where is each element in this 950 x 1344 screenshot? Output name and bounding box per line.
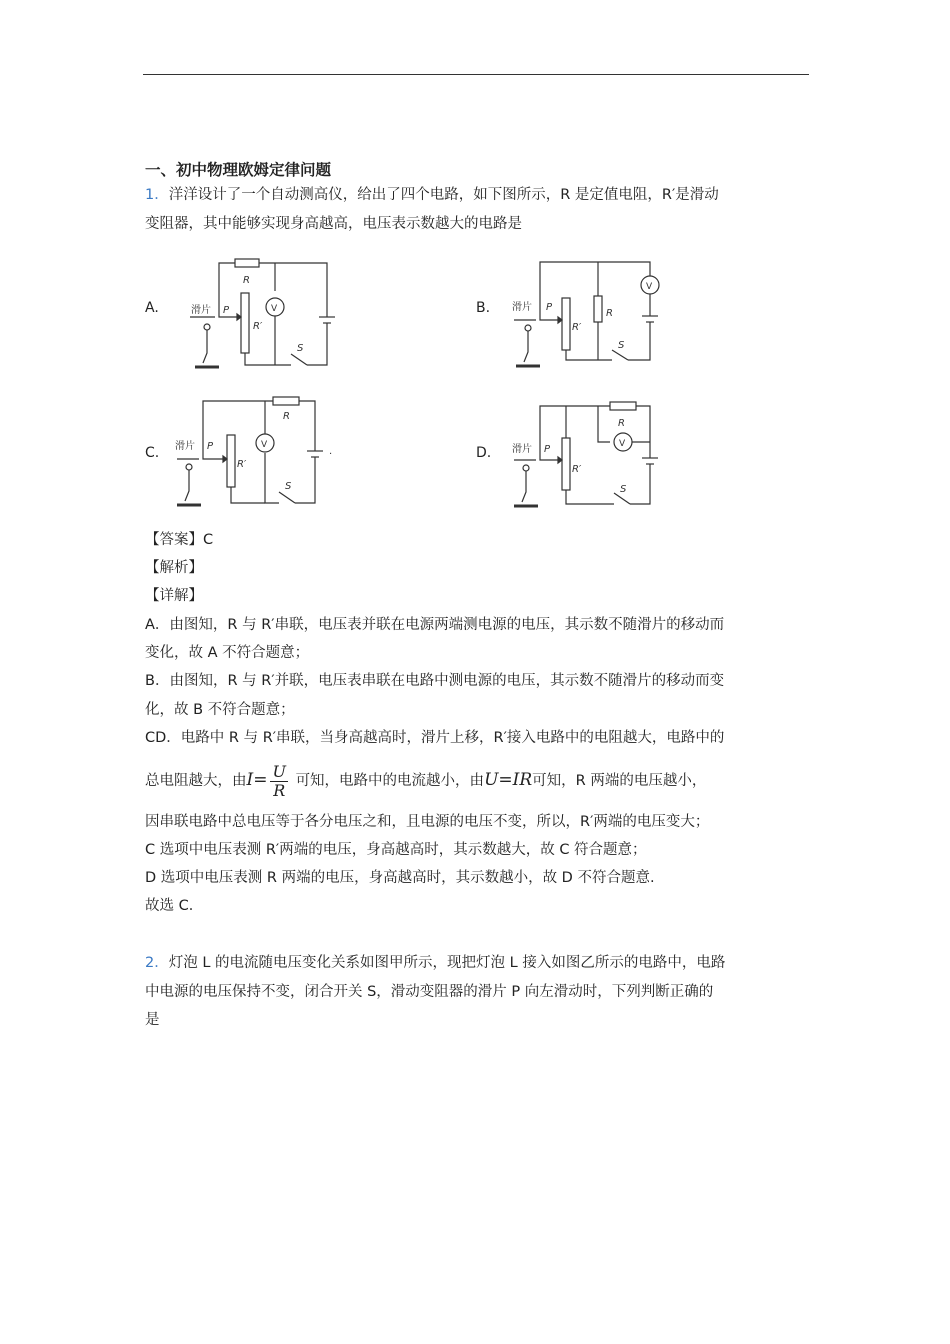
option-d-label: D.: [476, 445, 492, 461]
explain-d-line: D 选项中电压表测 R 两端的电压，身高越高时，其示数越小，故 D 不符合题意.: [145, 870, 655, 886]
option-a-label: A.: [145, 300, 159, 316]
circuit-diagram-d: [510, 398, 670, 513]
svg-text:R: R: [606, 308, 613, 319]
svg-text:滑片: 滑片: [512, 302, 532, 313]
q1-line2: 变阻器，其中能够实现身高越高，电压表示数越大的电路是: [145, 216, 522, 232]
svg-text:S: S: [297, 343, 304, 354]
svg-text:R: R: [243, 275, 250, 286]
explain-cd-line1: CD．电路中 R 与 R′串联，当身高越高时，滑片上移，R′接入电路中的电阻越大，电路中的: [145, 730, 725, 746]
svg-text:R: R: [283, 411, 290, 422]
circuit-diagram-c: [173, 395, 338, 510]
answer-label: 【答案】C: [145, 532, 214, 548]
q1-number: 1．: [145, 187, 169, 203]
svg-text:R: R: [618, 418, 625, 429]
svg-text:·: ·: [329, 449, 333, 460]
explain-b-line2: 化，故 B 不符合题意；: [145, 702, 295, 718]
svg-text:滑片: 滑片: [512, 444, 532, 455]
formula-u: U: [484, 770, 499, 790]
svg-text:R′: R′: [237, 459, 247, 470]
option-b-label: B.: [476, 300, 491, 316]
svg-text:V: V: [271, 304, 278, 314]
svg-text:V: V: [261, 440, 268, 450]
svg-text:V: V: [619, 439, 626, 449]
q2-line3: 是: [145, 1012, 160, 1028]
formula-fraction: $\frac{U}{R}$: [272, 761, 286, 800]
q1-line1: 1．洋洋设计了一个自动测高仪，给出了四个电路，如下图所示，R 是定值电阻，R′是滑动: [145, 187, 719, 203]
header-rule: [143, 74, 809, 75]
explain-a-line2: 变化，故 A 不符合题意；: [145, 645, 310, 661]
section-title: 一、初中物理欧姆定律问题: [145, 161, 332, 179]
q2-number: 2．: [145, 955, 169, 971]
circuit-diagram-b: [510, 258, 670, 373]
analysis-label: 【解析】: [145, 560, 203, 576]
slider-label-a: 滑片: [191, 305, 211, 316]
circuit-diagram-a: [185, 255, 335, 375]
svg-text:V: V: [646, 282, 653, 292]
svg-text:P: P: [207, 441, 214, 452]
svg-text:S: S: [618, 340, 625, 351]
explain-cd-line2: 总电阻越大，由I= $\frac{U}{R}$ 可知，电路中的电流越小，由U=IR可知，R 两端的电压越小，: [145, 761, 707, 800]
explain-cd-line3: 因串联电路中总电压等于各分电压之和，且电源的电压不变，所以，R′两端的电压变大；: [145, 814, 710, 830]
conclusion: 故选 C．: [145, 898, 204, 914]
option-c-label: C.: [145, 445, 160, 461]
svg-text:P: P: [223, 305, 230, 316]
svg-text:S: S: [285, 481, 292, 492]
svg-text:滑片: 滑片: [175, 441, 195, 452]
svg-text:R′: R′: [572, 322, 582, 333]
q2-line1: 2．灯泡 L 的电流随电压变化关系如图甲所示，现把灯泡 L 接入如图乙所示的电路中，电路: [145, 955, 726, 971]
explain-b-line1: B．由图知，R 与 R′并联，电压表串联在电路中测电源的电压，其示数不随滑片的移动而变: [145, 673, 725, 689]
svg-text:P: P: [546, 302, 553, 313]
q2-line2: 中电源的电压保持不变，闭合开关 S，滑动变阻器的滑片 P 向左滑动时，下列判断正确的: [145, 984, 714, 1000]
svg-text:P: P: [544, 444, 551, 455]
svg-text:S: S: [620, 484, 627, 495]
detail-label: 【详解】: [145, 588, 203, 604]
svg-text:R′: R′: [253, 321, 263, 332]
formula-i: I: [246, 770, 254, 790]
explain-c-line: C 选项中电压表测 R′两端的电压，身高越高时，其示数越大，故 C 符合题意；: [145, 842, 647, 858]
explain-a-line1: A．由图知，R 与 R′串联，电压表并联在电源两端测电源的电压，其示数不随滑片的移动而: [145, 617, 725, 633]
svg-text:R′: R′: [572, 464, 582, 475]
